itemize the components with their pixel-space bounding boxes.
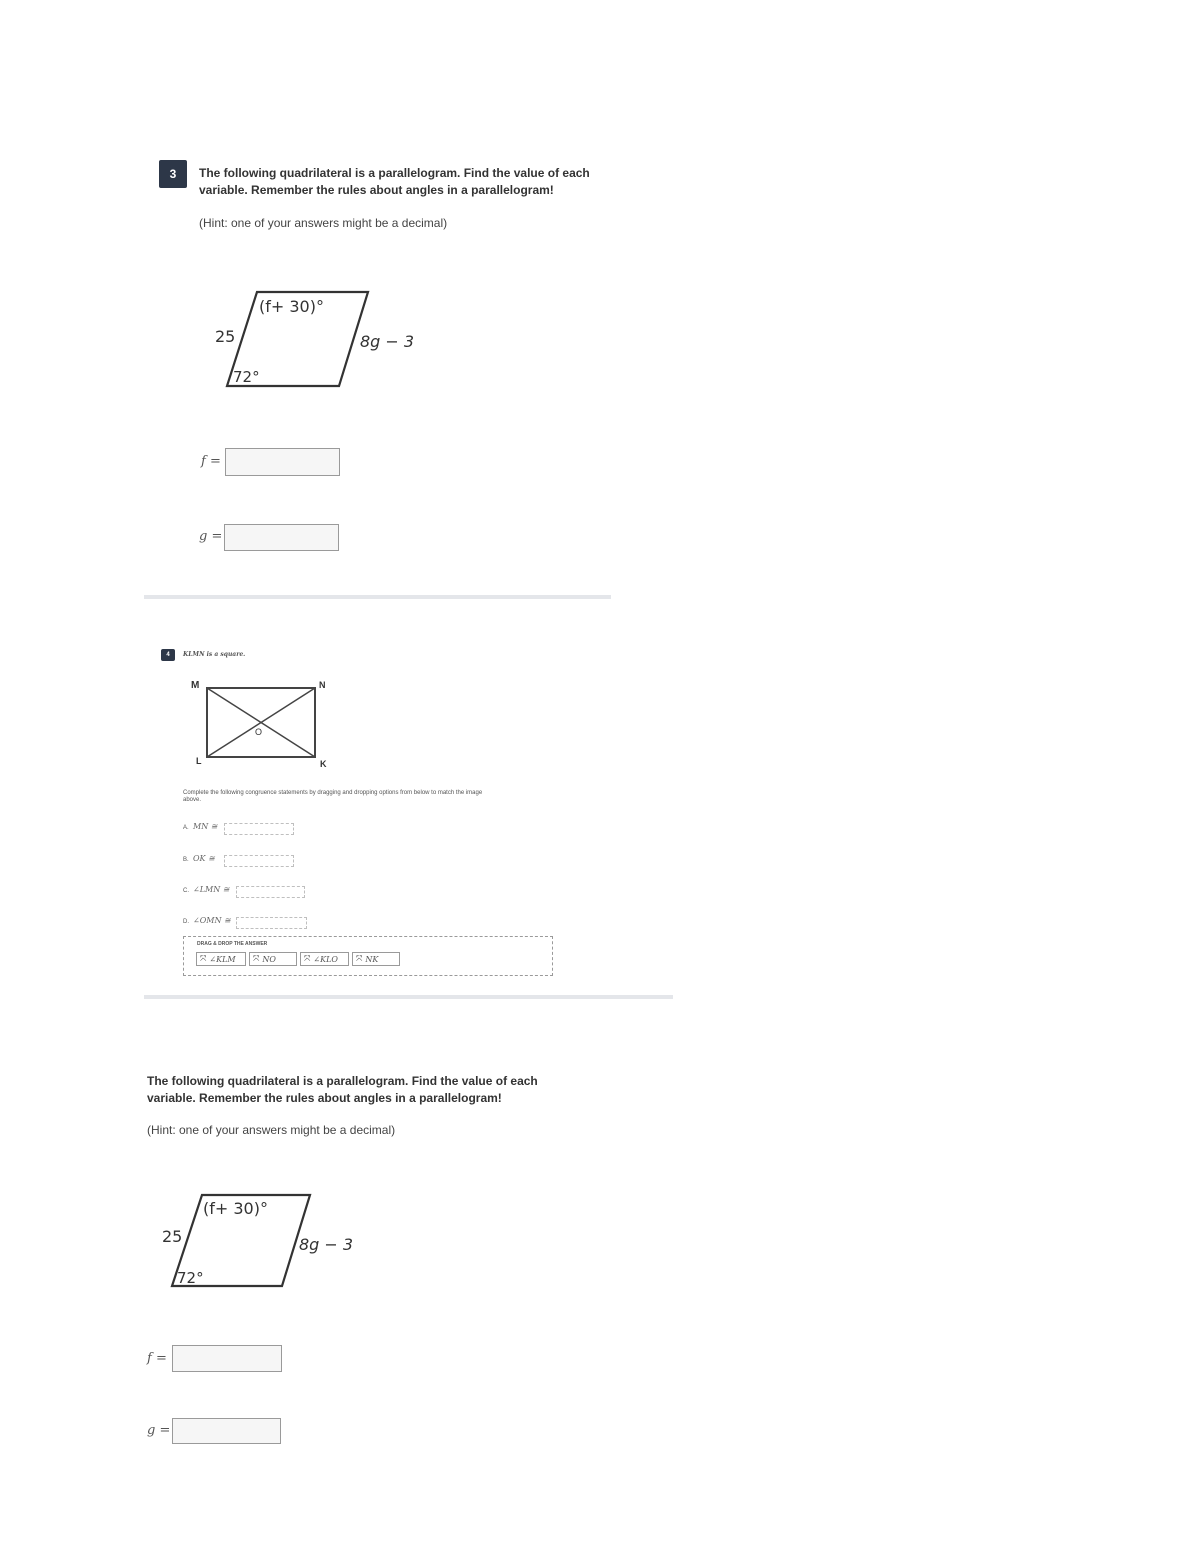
question-hint: (Hint: one of your answers might be a decimal) xyxy=(147,1123,396,1137)
drag-handle-icon: ⤧ xyxy=(304,954,311,963)
g-answer-input[interactable] xyxy=(224,524,339,551)
g-label: g = xyxy=(199,529,223,544)
question-prompt-line-1: The following quadrilateral is a parallelogram. Find the value of each xyxy=(147,1074,538,1088)
statement-b-label: B. xyxy=(183,857,189,863)
question-number-badge: 3 xyxy=(159,160,187,188)
drag-option-label: ∠KLM xyxy=(209,954,236,964)
right-side-label: 8g − 3 xyxy=(299,1235,354,1254)
drag-handle-icon: ⤧ xyxy=(200,954,207,963)
drag-option-label: NK xyxy=(365,954,379,964)
section-divider xyxy=(144,995,673,999)
parallelogram-figure xyxy=(148,1188,388,1298)
question-number-badge: 4 xyxy=(161,649,175,661)
statement-c-dropzone[interactable] xyxy=(236,886,305,898)
question-prompt-line-2: variable. Remember the rules about angles in a parallelogram! xyxy=(199,183,554,197)
left-side-label: 25 xyxy=(162,1227,183,1246)
vertex-label-n: N xyxy=(319,680,326,690)
f-answer-input[interactable] xyxy=(225,448,340,476)
g-answer-input[interactable] xyxy=(172,1418,281,1444)
vertex-label-m: M xyxy=(191,680,200,691)
g-label: g = xyxy=(147,1423,171,1438)
statement-a-expr: MN ≅ xyxy=(193,822,218,831)
statement-d-expr: ∠OMN ≅ xyxy=(193,916,231,925)
drag-option-klm[interactable] xyxy=(196,952,246,966)
question-title: KLMN is a square. xyxy=(183,651,246,658)
right-side-label: 8g − 3 xyxy=(360,332,415,351)
drag-option-label: NO xyxy=(262,954,276,964)
square-diagram xyxy=(185,675,335,770)
bottom-angle-label: 72° xyxy=(233,368,260,386)
statement-a-label: A. xyxy=(183,825,189,831)
center-label-o: O xyxy=(255,727,263,737)
f-label: f = xyxy=(201,454,221,469)
drag-handle-icon: ⤧ xyxy=(356,954,363,963)
statement-b-dropzone[interactable] xyxy=(224,855,294,867)
drag-option-no[interactable] xyxy=(249,952,297,966)
question-prompt xyxy=(147,1073,538,1107)
bottom-angle-label: 72° xyxy=(177,1269,204,1287)
statement-d-dropzone[interactable] xyxy=(236,917,307,929)
parallelogram-figure xyxy=(200,285,440,395)
f-answer-input[interactable] xyxy=(172,1345,282,1372)
statement-c-expr: ∠LMN ≅ xyxy=(193,885,230,894)
question-hint: (Hint: one of your answers might be a decimal) xyxy=(199,216,448,230)
instructions-line-1: Complete the following congruence statements by dragging and dropping options from below to match the image xyxy=(183,790,483,796)
question-prompt xyxy=(199,165,590,199)
section-divider xyxy=(144,595,611,599)
f-label: f = xyxy=(147,1351,167,1366)
vertex-label-k: K xyxy=(320,759,327,769)
drag-option-klo[interactable] xyxy=(300,952,349,966)
statement-b-expr: OK ≅ xyxy=(193,854,215,863)
top-angle-label: (f+ 30)° xyxy=(203,1199,268,1218)
instructions xyxy=(183,790,563,804)
statement-d-label: D. xyxy=(183,919,189,925)
vertex-label-l: L xyxy=(196,756,202,766)
statement-a-dropzone[interactable] xyxy=(224,823,294,835)
drag-drop-title: DRAG & DROP THE ANSWER xyxy=(197,941,268,947)
instructions-line-2: above. xyxy=(183,797,202,803)
top-angle-label: (f+ 30)° xyxy=(259,297,324,316)
drag-option-nk[interactable] xyxy=(352,952,400,966)
question-prompt-line-2: variable. Remember the rules about angles in a parallelogram! xyxy=(147,1091,502,1105)
drag-option-label: ∠KLO xyxy=(313,954,338,964)
left-side-label: 25 xyxy=(215,327,236,346)
drag-handle-icon: ⤧ xyxy=(253,954,260,963)
question-prompt-line-1: The following quadrilateral is a parallelogram. Find the value of each xyxy=(199,166,590,180)
statement-c-label: C. xyxy=(183,888,189,894)
